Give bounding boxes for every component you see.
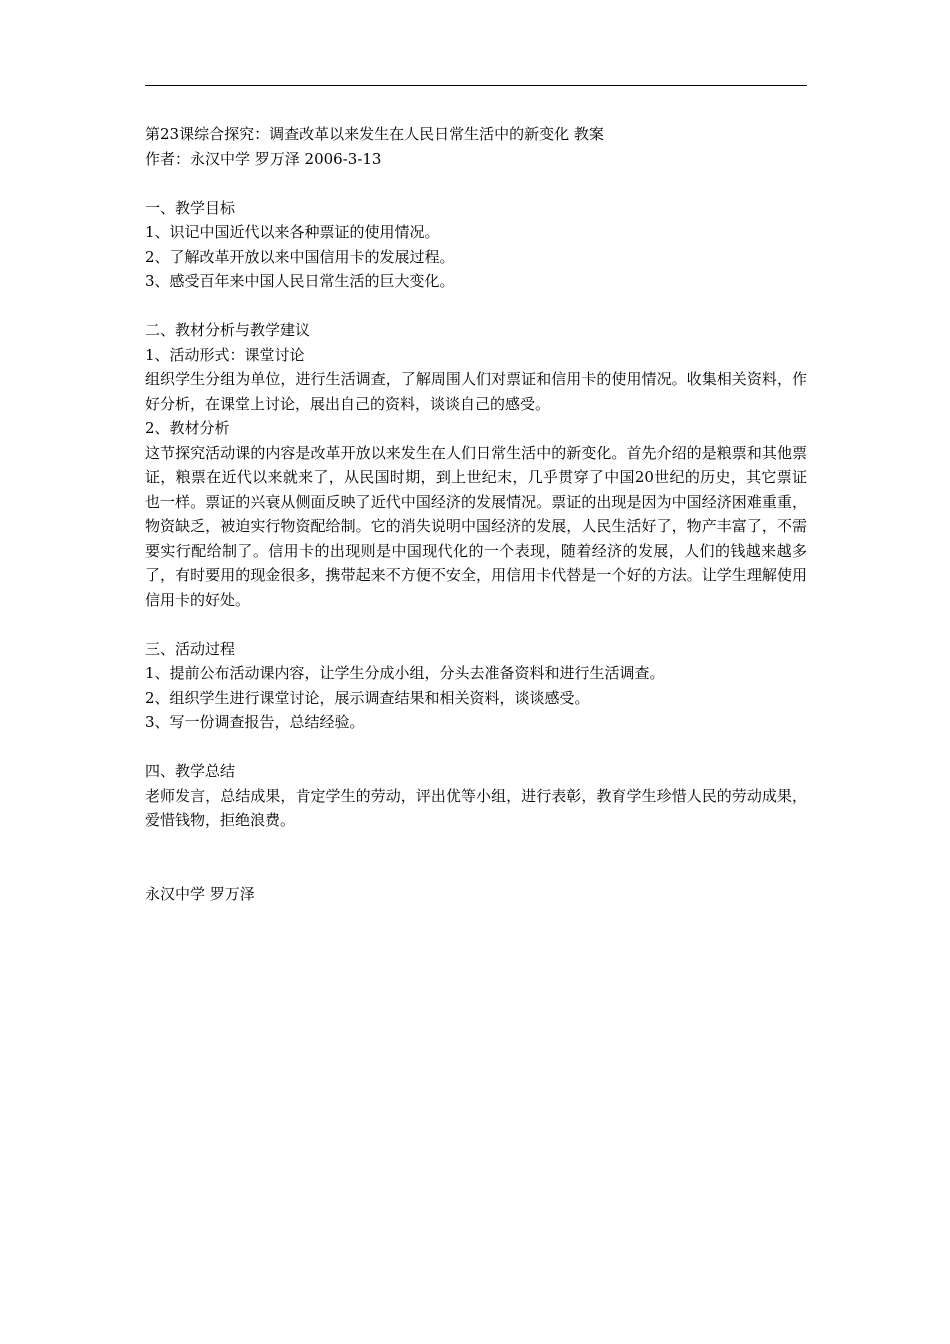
document-body (145, 122, 807, 906)
list-item: 1、提前公布活动课内容，让学生分成小组，分头去准备资料和进行生活调查。 (145, 664, 665, 682)
paragraph-material-analysis: 这节探究活动课的内容是改革开放以来发生在人们日常生活中的新变化。首先介绍的是粮票和其他票证，粮票在近代以来就来了，从民国时期，到上世纪末，几乎贯穿了中国20世纪的历史，其它票证也一样。票证的兴衰从侧面反映了近代中国经济的发展情况。票证的出现是因为中国经济困难重重，物资缺乏，被迫实行物资配给制。它的消失说明中国经济的发展，人民生活好了，物产丰富了，不需要实行配给制了。信用卡的出现则是中国现代化的一个表现，随着经济的发展，人们的钱越来越多了，有时要用的现金很多，携带起来不方便不安全，用信用卡代替是一个好的方法。让学生理解使用信用卡的好处。 (145, 443, 807, 609)
section-heading-objectives: 一、教学目标 (145, 198, 236, 217)
spacer (145, 294, 807, 319)
header-rule (145, 85, 807, 86)
paragraph-summary: 老师发言，总结成果，肯定学生的劳动，评出优等小组，进行表彰，教育学生珍惜人民的劳动成果，爱惜钱物，拒绝浪费。 (145, 786, 807, 829)
spacer (145, 612, 807, 637)
section-heading-summary: 四、教学总结 (145, 762, 236, 780)
list-item: 1、识记中国近代以来各种票证的使用情况。 (145, 223, 440, 241)
list-item: 3、感受百年来中国人民日常生活的巨大变化。 (145, 272, 455, 290)
subheading-activity-form: 1、活动形式：课堂讨论 (145, 345, 305, 364)
document-title: 第23课综合探究：调查改革以来发生在人民日常生活中的新变化 教案 (145, 125, 604, 143)
spacer (145, 833, 807, 882)
signature: 永汉中学 罗万泽 (145, 884, 255, 903)
author-line: 作者：永汉中学 罗万泽 2006-3-13 (145, 149, 382, 168)
list-item: 2、了解改革开放以来中国信用卡的发展过程。 (145, 247, 455, 266)
subheading-material-analysis: 2、教材分析 (145, 419, 230, 437)
spacer (145, 171, 807, 196)
section-heading-process: 三、活动过程 (145, 639, 236, 658)
list-item: 3、写一份调查报告，总结经验。 (145, 713, 365, 731)
section-heading-analysis: 二、教材分析与教学建议 (145, 321, 311, 339)
paragraph-activity-form: 组织学生分组为单位，进行生活调查，了解周围人们对票证和信用卡的使用情况。收集相关资料，作好分析，在课堂上讨论，展出自己的资料，谈谈自己的感受。 (145, 370, 807, 413)
spacer (145, 735, 807, 760)
list-item: 2、组织学生进行课堂讨论，展示调查结果和相关资料，谈谈感受。 (145, 688, 590, 707)
